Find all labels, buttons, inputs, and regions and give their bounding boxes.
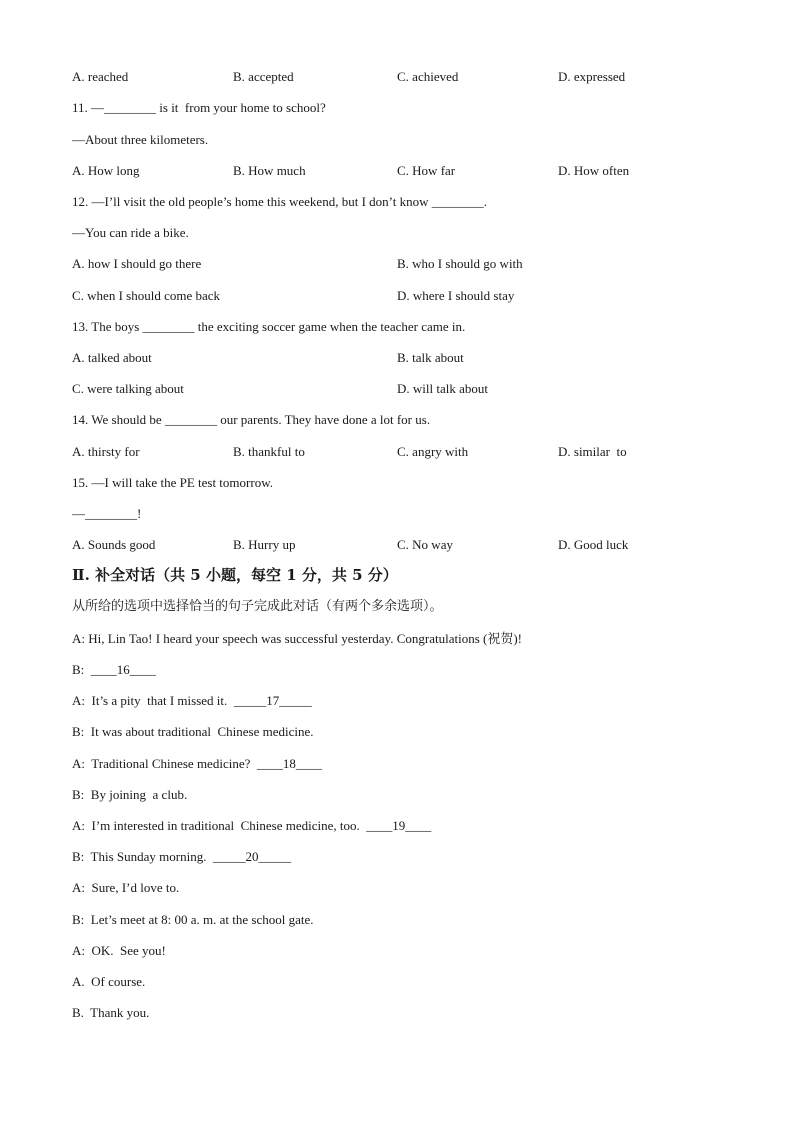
dialogue-line-10 — [72, 912, 314, 928]
q12-option-c: C. when I should come back — [72, 288, 221, 303]
section-title: Ⅱ. 补全对话（共 5 小题，每空 1 分，共 5 分） — [72, 566, 398, 584]
dialogue-line-4 — [72, 724, 314, 740]
q12-option-b: B. who I should go with — [397, 256, 523, 271]
choice-option-a — [72, 974, 145, 990]
dialogue-text: A: OK. See you! — [72, 943, 166, 958]
q12-answer-line: —You can ride a bike. — [72, 225, 189, 240]
dialogue-text: B. Thank you. — [72, 1005, 150, 1020]
q13-option-a: A. talked about — [72, 350, 152, 365]
q10-option-c: C. achieved — [397, 69, 459, 84]
q14-option-d: D. similar to — [558, 444, 627, 459]
q11-option-b: B. How much — [233, 163, 306, 178]
q14-option-c: C. angry with — [397, 444, 469, 459]
q10-option-a: A. reached — [72, 69, 129, 84]
q12-option-a: A. how I should go there — [72, 256, 202, 271]
dialogue-text: B: It was about traditional Chinese medicine. — [72, 724, 314, 739]
dialogue-text: A: Hi, Lin Tao! I heard your speech was successful yesterday. Congratulations (祝贺)! — [72, 631, 522, 646]
q13-stem: 13. The boys ________ the exciting soccer game when the teacher came in. — [72, 319, 466, 334]
q13-option-b: B. talk about — [397, 350, 464, 365]
dialogue-text: A: I’m interested in traditional Chinese medicine, too. — [72, 818, 367, 833]
q13-option-c: C. were talking about — [72, 381, 184, 396]
q14-option-a: A. thirsty for — [72, 444, 140, 459]
section-instruction: 从所给的选项中选择恰当的句子完成此对话（有两个多余选项）。 — [72, 599, 443, 614]
dialogue-line-8 — [72, 849, 291, 865]
q14-stem: 14. We should be ________ our parents. They have done a lot for us. — [72, 412, 431, 427]
q15-option-d: D. Good luck — [558, 537, 629, 552]
q14-option-b: B. thankful to — [233, 444, 305, 459]
q11-option-c: C. How far — [397, 163, 456, 178]
q10-option-b: B. accepted — [233, 69, 294, 84]
q11-stem: 11. —________ is it from your home to school? — [72, 100, 326, 115]
q15-answer-line: —________! — [72, 506, 142, 521]
q15-stem: 15. —I will take the PE test tomorrow. — [72, 475, 273, 490]
blank-19: ____19____ — [366, 818, 432, 833]
dialogue-line-3 — [72, 693, 312, 709]
dialogue-line-5 — [72, 756, 322, 772]
blank-17: _____17_____ — [233, 693, 312, 708]
dialogue-text: B: By joining a club. — [72, 787, 188, 802]
dialogue-text: B: Let’s meet at 8: 00 a. m. at the school gate. — [72, 912, 314, 927]
blank-20: _____20_____ — [212, 849, 291, 864]
q11-option-a: A. How long — [72, 163, 140, 178]
dialogue-text: A: It’s a pity that I missed it. — [72, 693, 234, 708]
q10-option-d: D. expressed — [558, 69, 626, 84]
dialogue-text: A: Sure, I’d love to. — [72, 880, 180, 895]
dialogue-text: B: This Sunday morning. — [72, 849, 213, 864]
q12-option-d: D. where I should stay — [397, 288, 515, 303]
q11-option-d: D. How often — [558, 163, 630, 178]
choice-option-b — [72, 1005, 149, 1021]
blank-16: ____16____ — [90, 662, 156, 677]
blank-18: ____18____ — [256, 756, 322, 771]
dialogue-line-1 — [72, 631, 522, 647]
dialogue-line-2 — [72, 662, 156, 678]
dialogue-line-6 — [72, 787, 187, 803]
dialogue-line-7 — [72, 818, 431, 834]
dialogue-line-11 — [72, 943, 166, 959]
q15-option-b: B. Hurry up — [233, 537, 296, 552]
q15-option-a: A. Sounds good — [72, 537, 156, 552]
q15-option-c: C. No way — [397, 537, 453, 552]
q12-stem: 12. —I’ll visit the old people’s home this weekend, but I don’t know ________. — [72, 194, 487, 209]
q11-answer-line: —About three kilometers. — [72, 132, 209, 147]
dialogue-line-9 — [72, 880, 179, 896]
dialogue-text: A: Traditional Chinese medicine? — [72, 756, 257, 771]
q13-option-d: D. will talk about — [397, 381, 488, 396]
dialogue-text: B: — [72, 662, 91, 677]
dialogue-text: A. Of course. — [72, 974, 146, 989]
